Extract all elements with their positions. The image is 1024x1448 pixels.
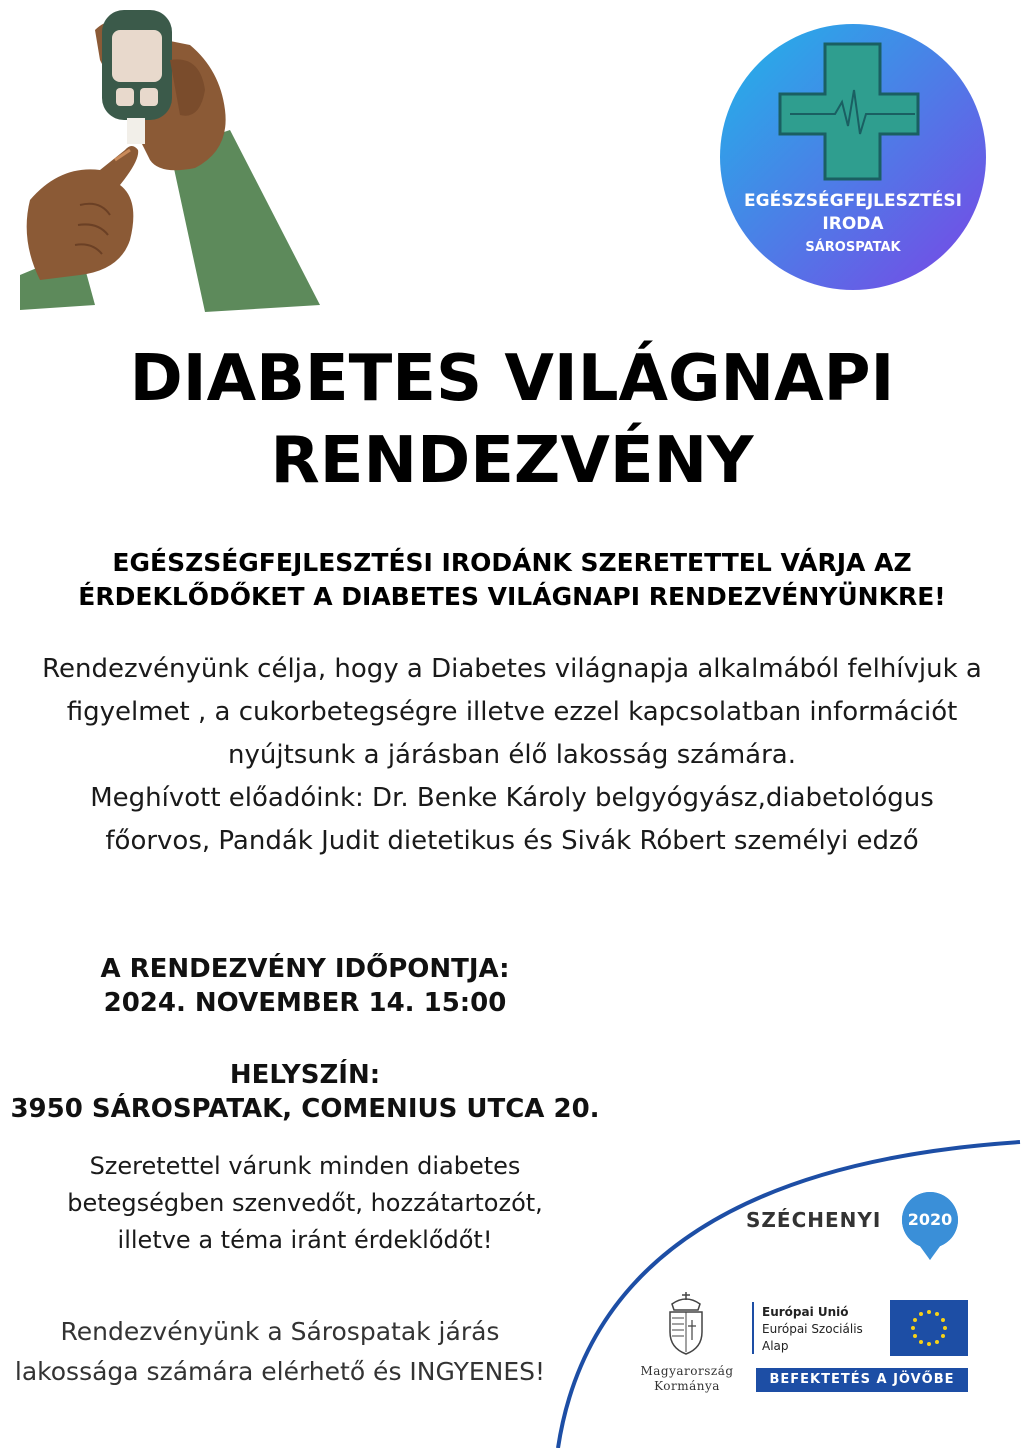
glucose-meter-illustration: [20, 0, 330, 320]
logo-line2: IRODA: [822, 214, 884, 234]
invite-line2: betegségben szenvedőt, hozzátartozót,: [67, 1189, 543, 1217]
invite-line3: illetve a téma iránt érdeklődőt!: [117, 1226, 493, 1254]
decorative-arc: [540, 1130, 1024, 1448]
szechenyi-year: 2020: [907, 1210, 953, 1229]
logo-line3: SÁROSPATAK: [805, 240, 901, 255]
invite-line1: Szeretettel várunk minden diabetes: [89, 1152, 521, 1180]
title-line2: RENDEZVÉNY: [270, 424, 754, 498]
invite-text: [0, 1148, 610, 1259]
title-line1: DIABETES VILÁGNAPI: [129, 342, 895, 416]
test-strip: [127, 118, 145, 144]
meter-screen: [112, 30, 162, 82]
invest-banner: BEFEKTETÉS A JÖVŐBE: [756, 1368, 968, 1392]
eu-flag-icon: [890, 1300, 968, 1356]
logo-text: [720, 190, 986, 260]
event-date-label: A RENDEZVÉNY IDŐPONTJA:: [100, 954, 510, 984]
coat-of-arms-icon: [664, 1290, 708, 1356]
left-hand: [27, 146, 139, 280]
description-line3: nyújtsunk a járásban élő lakosság számára.: [228, 740, 796, 770]
government-line1: Magyarország: [640, 1364, 734, 1378]
venue: [0, 1058, 610, 1126]
free-line2: lakossága számára elérhető és INGYENES!: [14, 1357, 546, 1386]
description-line2: figyelmet , a cukorbetegségre illetve ezzel kapcsolatban információt: [66, 697, 958, 727]
eu-line2: Európai Szociális: [762, 1322, 863, 1336]
description-line1: Rendezvényünk célja, hogy a Diabetes világnapja alkalmából felhívjuk a: [42, 654, 982, 684]
venue-value: 3950 SÁROSPATAK, COMENIUS UTCA 20.: [10, 1094, 600, 1124]
event-date-value: 2024. NOVEMBER 14. 15:00: [103, 988, 507, 1018]
free-line1: Rendezvényünk a Sárospatak járás: [60, 1317, 500, 1346]
free-entry-text: [0, 1312, 560, 1392]
szechenyi-name: SZÉCHENYI: [746, 1208, 882, 1232]
event-date: [0, 952, 610, 1020]
eu-divider: [752, 1302, 754, 1354]
government-label: [628, 1364, 746, 1394]
logo-line1: EGÉSZSÉGFEJLESZTÉSI: [744, 191, 962, 211]
description-line5: főorvos, Pandák Judit dietetikus és Sivák Róbert személyi edző: [105, 826, 919, 856]
subtitle-line1: EGÉSZSÉGFEJLESZTÉSI IRODÁNK SZERETETTEL VÁRJA AZ: [112, 548, 912, 577]
description-line4: Meghívott előadóink: Dr. Benke Károly belgyógyász,diabetológus: [90, 783, 934, 813]
page-title: [0, 338, 1024, 502]
eu-line3: Alap: [762, 1339, 789, 1353]
subtitle: [0, 546, 1024, 614]
eu-text: [762, 1304, 863, 1355]
subtitle-line2: ÉRDEKLŐDŐKET A DIABETES VILÁGNAPI RENDEZVÉNYÜNKRE!: [78, 582, 946, 611]
eu-line1: Európai Unió: [762, 1305, 849, 1319]
government-line2: Kormánya: [654, 1379, 720, 1393]
venue-label: HELYSZÍN:: [229, 1060, 381, 1090]
description: [0, 648, 1024, 863]
